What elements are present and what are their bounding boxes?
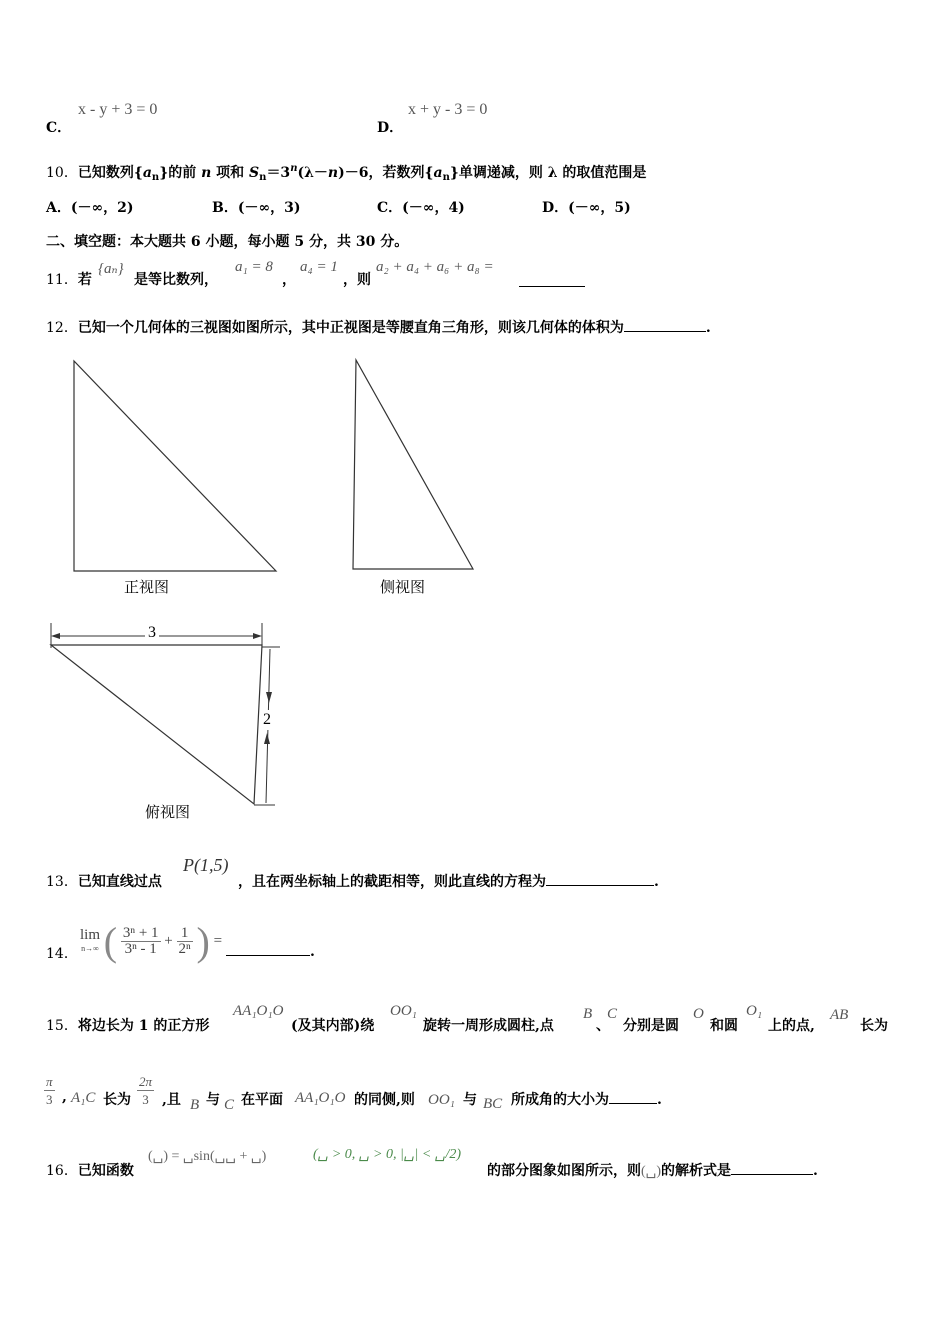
q13-point: P(1,5) [183,855,229,875]
q10-option-b: B．(－∞，3) [212,200,301,216]
q11-comma: ， [282,272,296,288]
q15-arc-ab: AB [830,1007,849,1023]
q15-pi-over-3: $\frac{\pi}{3}$ [46,1074,53,1107]
front-view-label: 正视图 [124,578,170,596]
q14-answer: . [226,943,315,960]
q11-then: ，则 [343,272,371,288]
dim-height-value: 2 [263,711,271,728]
q15-text-2: 旋转一周形成圆柱,点 [423,1018,554,1034]
q15-text-3: 分别是圆 [623,1018,679,1034]
dim-height-arrow-down [266,692,272,703]
q15-point-c: C [607,1006,618,1022]
q15-text-8: ,且 [162,1092,181,1108]
q16-answer-blank[interactable] [731,1162,813,1175]
dim-width-arrow-right [253,633,262,639]
q15-axis: OO₁ [390,1003,417,1019]
q16-function: (␣) = ␣sin(␣␣ + ␣) [148,1149,267,1164]
q15-text-11: 的同侧,则 [354,1092,415,1108]
q11-a4: a₄ = 1 [300,259,338,275]
q16-text: 的部分图象如图所示，则(␣)的解析式是 . [487,1163,818,1179]
q10-option-c: C．(－∞，4) [377,200,465,216]
q15-text-13: 所成角的大小为 . [511,1092,662,1108]
dim-width-arrow-left [51,633,60,639]
q9-option-d-expr: x + y - 3 = 0 [408,101,488,118]
question-14-number: 14． [46,946,78,962]
q15-sep: 、 [596,1018,610,1034]
q11-expr: a₂ + a₄ + a₆ + a₈ = [376,259,494,275]
q15-text-1: (及其内部)绕 [291,1018,375,1034]
question-12: 12．已知一个几何体的三视图如图所示，其中正视图是等腰直角三角形，则该几何体的体积为 . [46,320,711,336]
q9-option-d-label: D． [377,120,404,136]
q15-2pi-over-3: $\frac{2\pi}{3}$ [139,1074,153,1107]
q15-point-c-2: C [224,1097,235,1113]
question-15: 15．将边长为 1 的正方形 [46,1018,210,1034]
q15-answer-blank[interactable] [609,1091,657,1104]
q15-circle-o: O [693,1006,704,1022]
q15-circle-o1: O₁ [746,1003,763,1019]
q14-expression: lim n→∞ ( $\frac{\text{3ⁿ + 1}}{\text{3ⁿ - 1}}$ + $\frac{1}{\text{2ⁿ}}$ ) = [80,919,223,964]
question-number: 10． [46,165,78,181]
q15-comma: , [62,1089,67,1105]
q11-a1: a₁ = 8 [235,259,273,275]
question-10: 10．已知数列$\{a_n\}$的前 n 项和 $S_n=3^n(\lambda-n)-6$，若数列$\{a_n\}$单调递减，则 λ 的取值范围是 [46,163,647,183]
q9-option-c-label: C． [46,120,72,136]
top-view-label: 俯视图 [145,803,191,821]
section-heading: 二、填空题：本大题共 6 小题，每小题 5 分，共 30 分。 [46,234,409,250]
q16-condition: (␣ > 0, ␣ > 0, |␣| < ␣/2) [313,1147,462,1162]
question-16: 16．已知函数 [46,1163,134,1179]
question-11: 11．若 [46,272,92,288]
q15-text-7: 长为 [103,1092,131,1108]
q15-arc-a1c: A₁C [71,1090,96,1106]
q15-text-10: 在平面 [241,1092,283,1108]
q13-answer-blank[interactable] [546,873,654,886]
q15-text-5: 上的点, [768,1018,815,1034]
q15-point-b: B [583,1006,593,1022]
q15-axis-2: OO₁ [428,1092,455,1108]
q15-text-6: 长为 [860,1018,888,1034]
side-view-triangle [353,360,473,569]
q15-segment-bc: BC [483,1096,503,1112]
q15-plane: AA₁O₁O [295,1090,346,1106]
q15-text-9: 与 [206,1092,220,1108]
q15-point-b-2: B [190,1097,200,1113]
q10-option-a: A．(－∞，2) [46,200,134,216]
q9-option-c-expr: x - y + 3 = 0 [78,101,158,118]
question-13: 13．已知直线过点 [46,874,162,890]
q11-text: 是等比数列， [134,272,218,288]
front-view-triangle [74,361,276,571]
q11-sequence: {aₙ} [98,261,124,277]
dim-height-arrow-up [264,733,270,744]
q15-text-4: 和圆 [710,1018,738,1034]
q14-answer-blank[interactable] [226,943,310,956]
q10-option-d: D．(－∞，5) [542,200,631,216]
dim-width-value: 3 [145,624,159,642]
q15-square: AA₁O₁O [233,1003,284,1019]
top-view-triangle [51,645,262,804]
q15-text-12: 与 [463,1092,477,1108]
side-view-label: 侧视图 [380,578,426,596]
q13-text: ，且在两坐标轴上的截距相等，则此直线的方程为 . [238,874,659,890]
